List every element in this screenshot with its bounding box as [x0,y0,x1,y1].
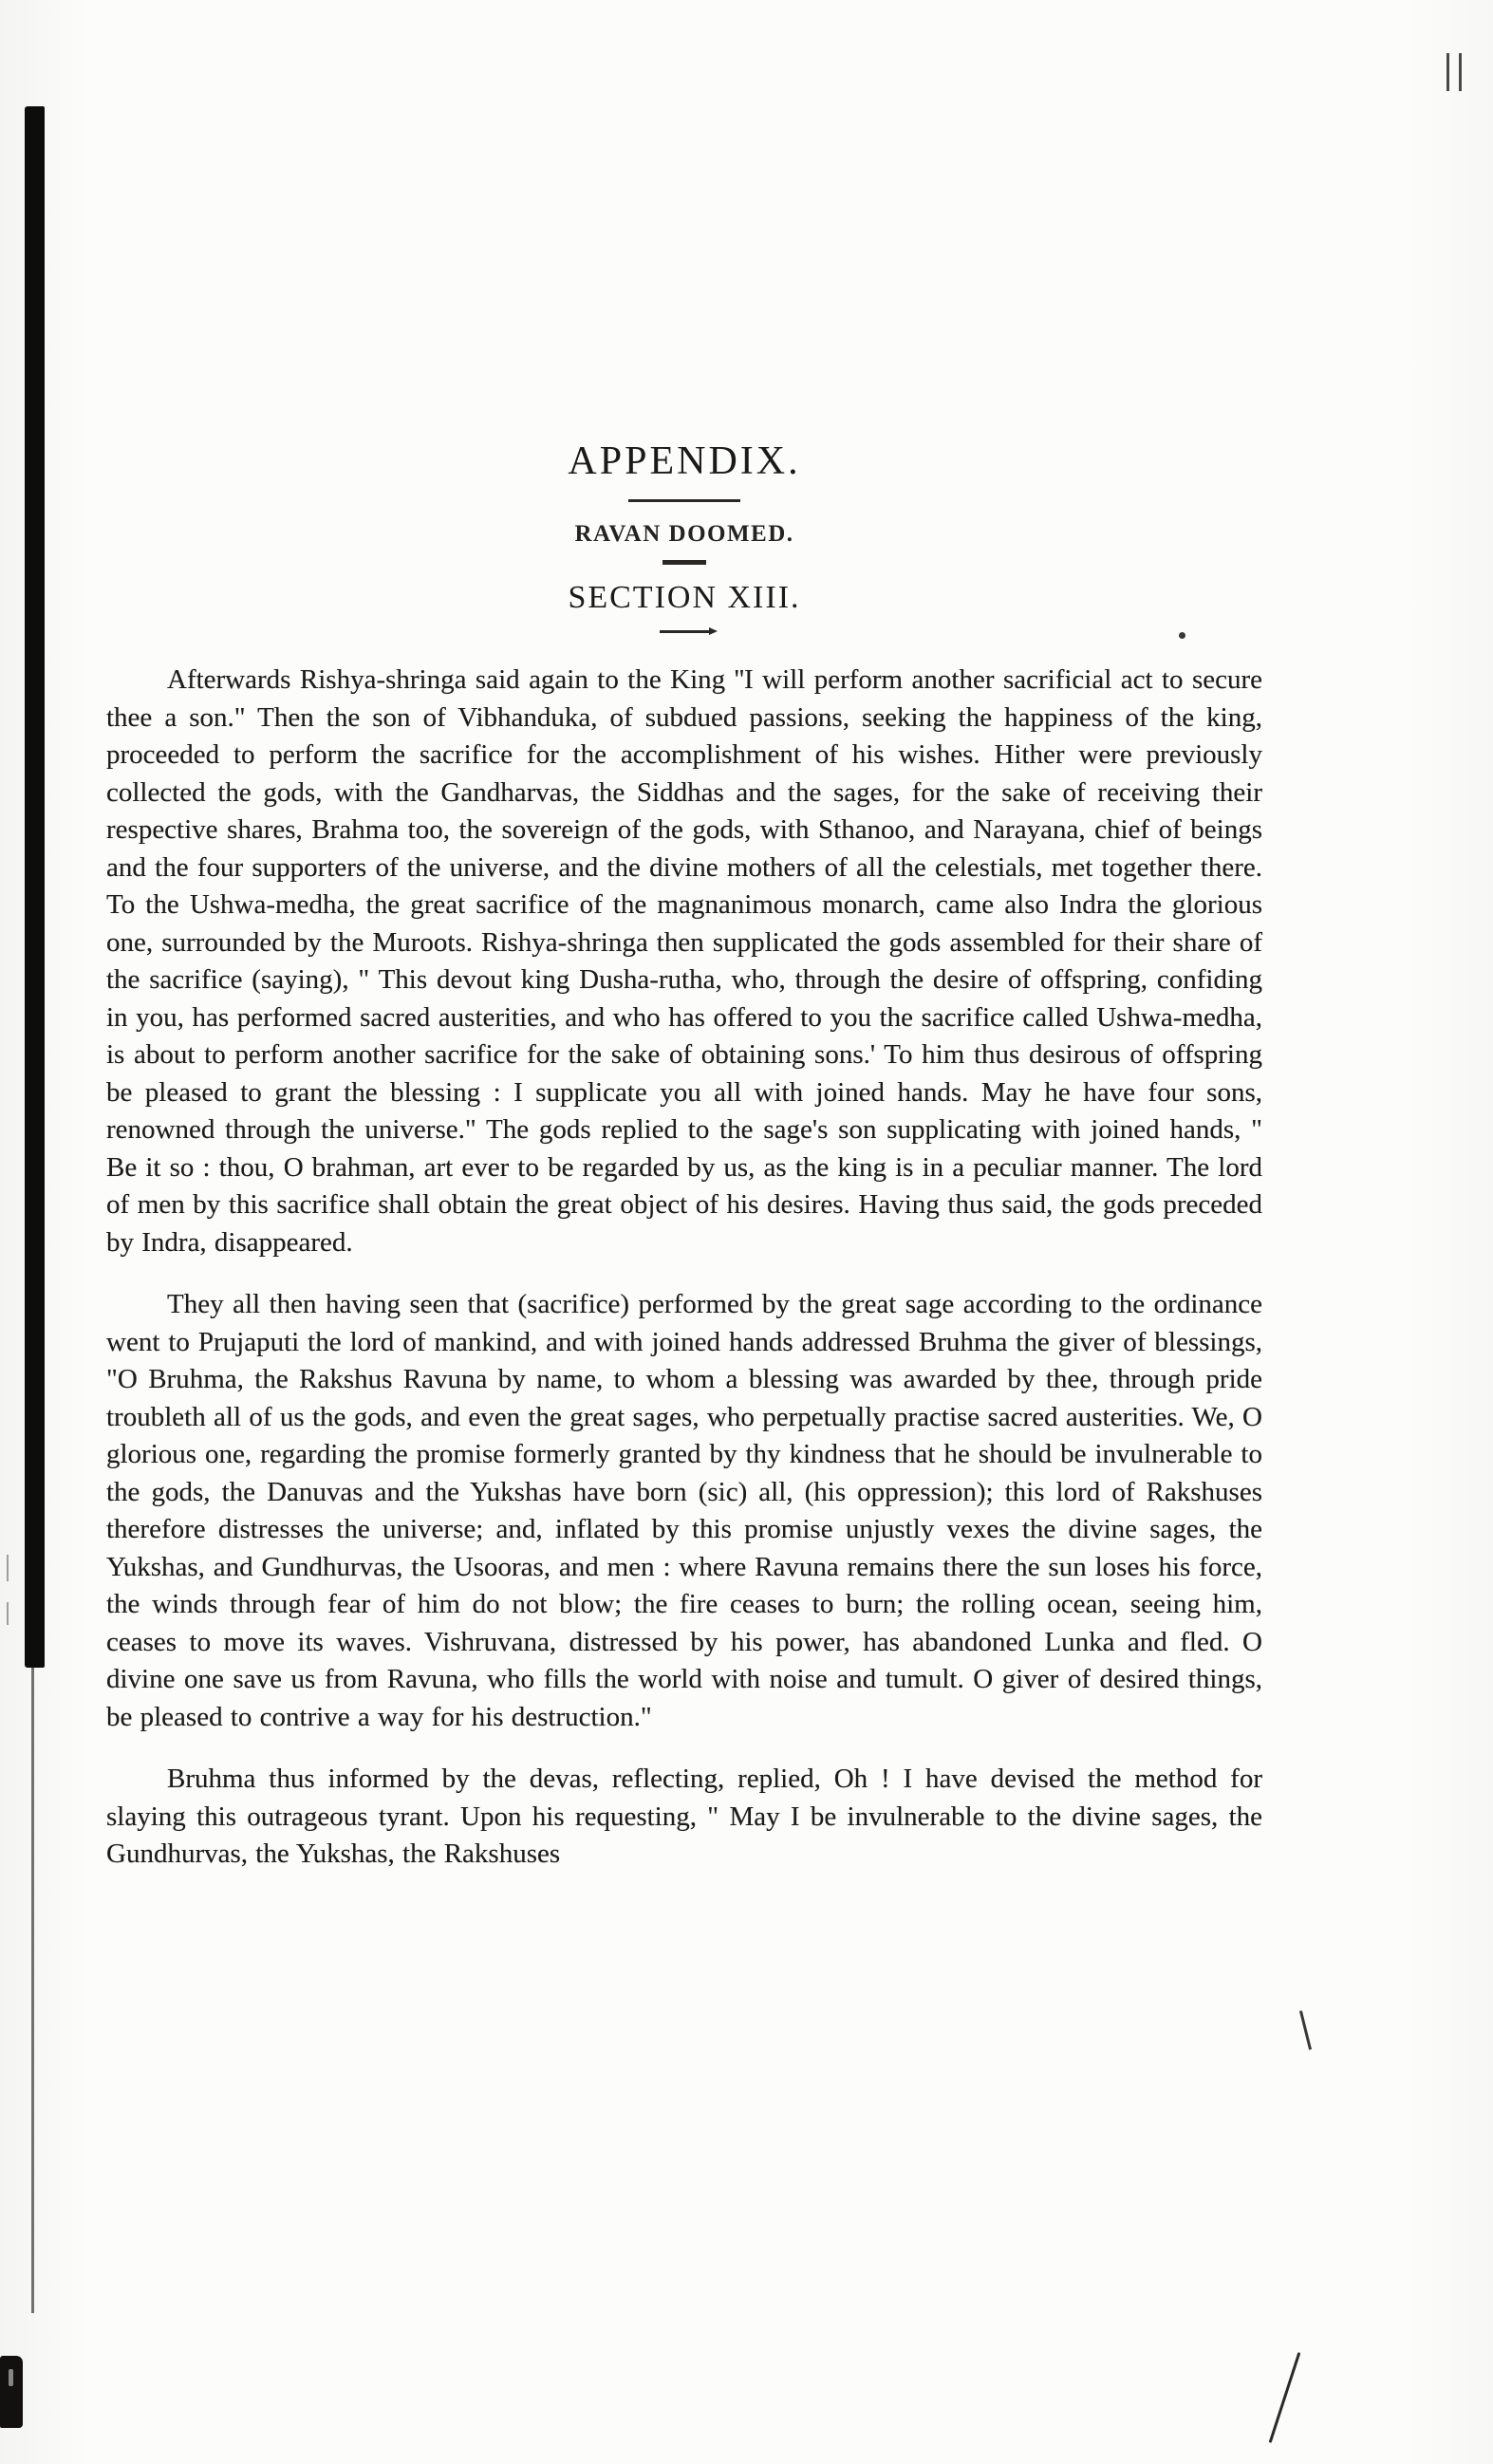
divider [628,499,740,502]
page-content [106,439,1262,1898]
scan-corner-smudge [0,2356,23,2428]
scan-mark-tick [7,1555,9,1581]
page-title: APPENDIX. [568,439,801,483]
scan-mark-tick [1446,53,1449,91]
divider [663,560,706,565]
scan-pen-mark [1299,2010,1312,2049]
paragraph: Bruhma thus informed by the devas, reflecting, replied, Oh ! I have devised the method for slaying this outrageous tyrant. Upon his requesting, " May I be invulnerable to the divine sages, the Gundhurvas, the Yukshas, the Rakshuses [106,1764,1262,1869]
paragraph: Afterwards Rishya-shringa said again to the King ''I will perform another sacrificial act to secure thee a son." Then the son of Vibhanduka, of subdued passions, seeking the happiness of the king, proceeded to perform the sacrifice for the accomplishment of his wishes. Hither were previously collected the gods, with the Gandharvas, the Siddhas and the sages, for the sake of receiving their respective shares, Brahma too, the sovereign of the gods, with Sthanoo, and Narayana, chief of beings and the four supporters of the universe, and the divine mothers of all the celestials, met together there. To the Ushwa-medha, the great sacrifice of the magnanimous monarch, came also Indra the glorious one, surrounded by the Muroots. Rishya-shringa then supplicated the gods assembled for their share of the sacrifice (saying), " This devout king Dusha-rutha, who, through the desire of offspring, confiding in you, has performed sacred austerities, and who has offered to you the sacrifice called Ushwa-medha, is about to perform another sacrifice for the sake of obtaining sons.' To him thus desirous of offspring be pleased to grant the blessing : I supplicate you all with joined hands. May he have four sons, renowned through the universe." The gods replied to the sage's son supplicating with joined hands, " Be it so : thou, O brahman, art ever to be regarded by us, as the king is in a peculiar manner. The lord of men by this sacrifice shall obtain the great object of his desires. Having thus said, the gods preceded by Indra, disappeared. [106,664,1262,1258]
chapter-heading: RAVAN DOOMED. [574,521,794,547]
scan-binding-bar [25,106,45,1668]
divider-arrow [660,630,709,633]
scan-mark-tick [7,1602,9,1625]
paragraph: They all then having seen that (sacrifice) performed by the great sage according to the ordinance went to Prujaputi the lord of mankind, and with joined hands addressed Bruhma the giver of blessings, "O Bruhma, the Rakshus Ravuna by name, to whom a blessing was awarded by thee, through pride troubleth all of us the gods, and even the great sages, who perpetually practise sacred austerities. We, O glorious one, regarding the promise formerly granted by thy kindness that he should be invulnerable to the gods, the Danuvas and the Yukshas have born (sic) all, (his oppression); this lord of Rakshuses therefore distresses the universe; and, inflated by this promise unjustly vexes the divine sages, the Yukshas, and Gundhurvas, the Usooras, and men : where Ravuna remains there the sun loses his force, the winds through fear of him do not blow; the fire ceases to burn; the rolling ocean, seeing him, ceases to move its waves. Vishruvana, distressed by his power, has abandoned Lunka and fled. O divine one save us from Ravuna, who fills the world with noise and tumult. O giver of desired things, be pleased to contrive a way for his destruction." [106,1289,1262,1732]
scan-mark-tick [1459,53,1462,91]
scan-pen-slash [1269,2352,1301,2443]
section-heading: SECTION XIII. [568,580,801,615]
scan-binding-line [31,1668,34,2313]
